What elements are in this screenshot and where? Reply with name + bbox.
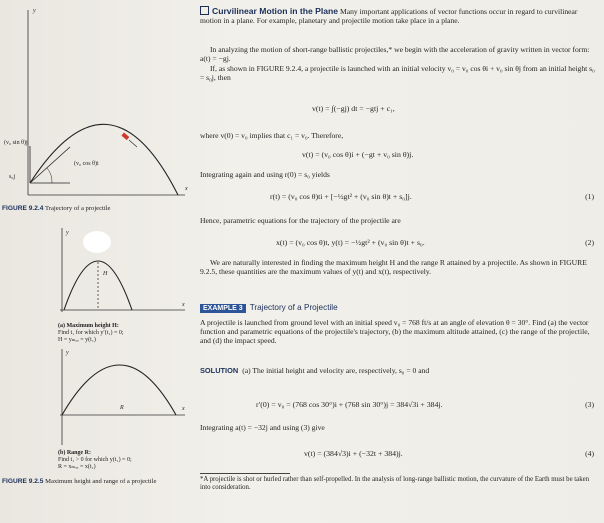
range-curve — [62, 365, 176, 415]
fig5a-line2: H = yₘₐₓ = y(t₁) — [58, 337, 96, 343]
solution-text: (a) The initial height and velocity are, respectively, s₀ = 0 and — [242, 366, 430, 375]
fig5a-line1: Find t₁ for which y′(t₁) = 0; — [58, 330, 124, 336]
example-title: Trajectory of a Projectile — [249, 303, 338, 312]
eq-velocity: v(t) = (v₀ cos θ)i + (−gt + v₀ sin θ)j. — [302, 150, 414, 159]
section-intro — [200, 6, 598, 25]
caption-fig4 — [2, 205, 192, 213]
solution-label: SOLUTION — [200, 366, 239, 375]
fig5a-title: (a) Maximum height H: — [58, 323, 119, 329]
axis-y-fig4: y — [33, 8, 36, 14]
example-label: EXAMPLE 3 — [200, 304, 246, 313]
caption-fig5 — [2, 478, 194, 486]
axis-x-fig5b: x — [182, 406, 185, 412]
label-vsin: (v₀ sin θ)j — [4, 140, 28, 146]
para-integrate: Integrating again and using r(0) = s₀ yields — [200, 170, 330, 179]
axis-y-fig5b: y — [66, 350, 69, 356]
trajectory-curve — [30, 124, 178, 195]
section-box-icon — [200, 6, 209, 15]
figure-trajectory — [0, 0, 195, 210]
example-text: A projectile is launched from ground level with an initial speed v₀ = 768 ft/s at an angle of elevation θ = 30°. Find (a) the vector function and parametric equations of the projectile's trajectory, (b) the maximum altitude attained, (c) the range of the projectile, and (d) the impact speed. — [200, 318, 590, 346]
axis-x-fig4: x — [185, 186, 188, 192]
caption-fig4-text: Trajectory of a projectile — [44, 205, 111, 212]
para-where: where v(0) = v₀ implies that c₁ = v₀. Therefore, — [200, 131, 344, 140]
eq-initial-velocity: r′(0) = v₀ = (768 cos 30°)i + (768 sin 30°)j = 384√3i + 384j. — [256, 400, 443, 409]
eq-position-number: (1) — [585, 192, 594, 201]
axis-x-fig5a: x — [182, 302, 185, 308]
label-vcos: (v₀ cos θ)i — [74, 161, 99, 167]
label-R: R — [120, 405, 124, 411]
footnote: *A projectile is shot or hurled rather than self-propelled. In the analysis of long-range ballistic motion, the curvature of the Earth must be taken into consideration. — [200, 476, 590, 492]
eq-parametric-number: (2) — [585, 238, 594, 247]
eq-parametric: x(t) = (v₀ cos θ)t, y(t) = −½gt² + (v₀ sin θ)t + s₀. — [276, 238, 425, 247]
eq-velocity-example: v(t) = (384√3)i + (−32t + 384)j. — [304, 449, 403, 458]
caption-fig5-text: Maximum height and range of a projectile — [45, 478, 157, 485]
fig5b-line2: R = xₘₐₓ = x(t₁) — [58, 464, 96, 470]
eq-position: r(t) = (v₀ cos θ)ti + [−½gt² + (v₀ sin θ)t + s₀]j. — [270, 192, 412, 201]
caption-fig4-num: FIGURE 9.2.4 — [2, 205, 44, 212]
para-hence: Hence, parametric equations for the trajectory of the projectile are — [200, 216, 401, 225]
example-header — [200, 303, 598, 313]
footnote-rule — [200, 473, 290, 474]
fig5b-title: (b) Range R: — [58, 450, 91, 456]
section-intro-text: Many important applications of vector functions occur in regard to curvilinear motion in a plane. For example, planetary and projectile motion take place in a plane. — [200, 7, 578, 26]
eq-initial-velocity-number: (3) — [585, 400, 594, 409]
fig5b-text — [58, 450, 132, 471]
para-launch: If, as shown in FIGURE 9.2.4, a projectile is launched with an initial velocity v₀ = v₀ cos θi + v₀ sin θj from an initial height s₀ = s₀j, then — [200, 64, 595, 83]
fig5a-text — [58, 323, 124, 344]
label-H: H — [103, 271, 108, 277]
para-acceleration: In analyzing the motion of short-range ballistic projectiles,* we begin with the acceleration of gravity written in vector form: a(t) = −gj. — [200, 45, 590, 64]
eq-velocity-example-number: (4) — [585, 449, 594, 458]
label-s0: s₀j — [9, 174, 16, 180]
text-column — [200, 0, 598, 523]
para-integrating: Integrating a(t) = −32j and using (3) give — [200, 423, 325, 432]
figure-column — [0, 0, 195, 523]
axis-y-fig5a: y — [66, 230, 69, 236]
caption-fig5-num: FIGURE 9.2.5 — [2, 478, 44, 485]
fig5b-line1: Find t₁ > 0 for which y(t₁) = 0; — [58, 457, 132, 463]
para-interest: We are naturally interested in finding the maximum height H and the range R attained by a projectile. As shown in FIGURE 9.2.5, these quantities are the maximum values of y(t) and x(t), respectively. — [200, 258, 587, 277]
solution-line — [200, 366, 598, 375]
figure-range — [0, 345, 195, 455]
eq-velocity-integral: v(t) = ∫(−gj) dt = −gtj + c₁, — [312, 104, 395, 113]
figure-max-height — [0, 222, 195, 332]
section-title: Curvilinear Motion in the Plane — [212, 6, 339, 16]
